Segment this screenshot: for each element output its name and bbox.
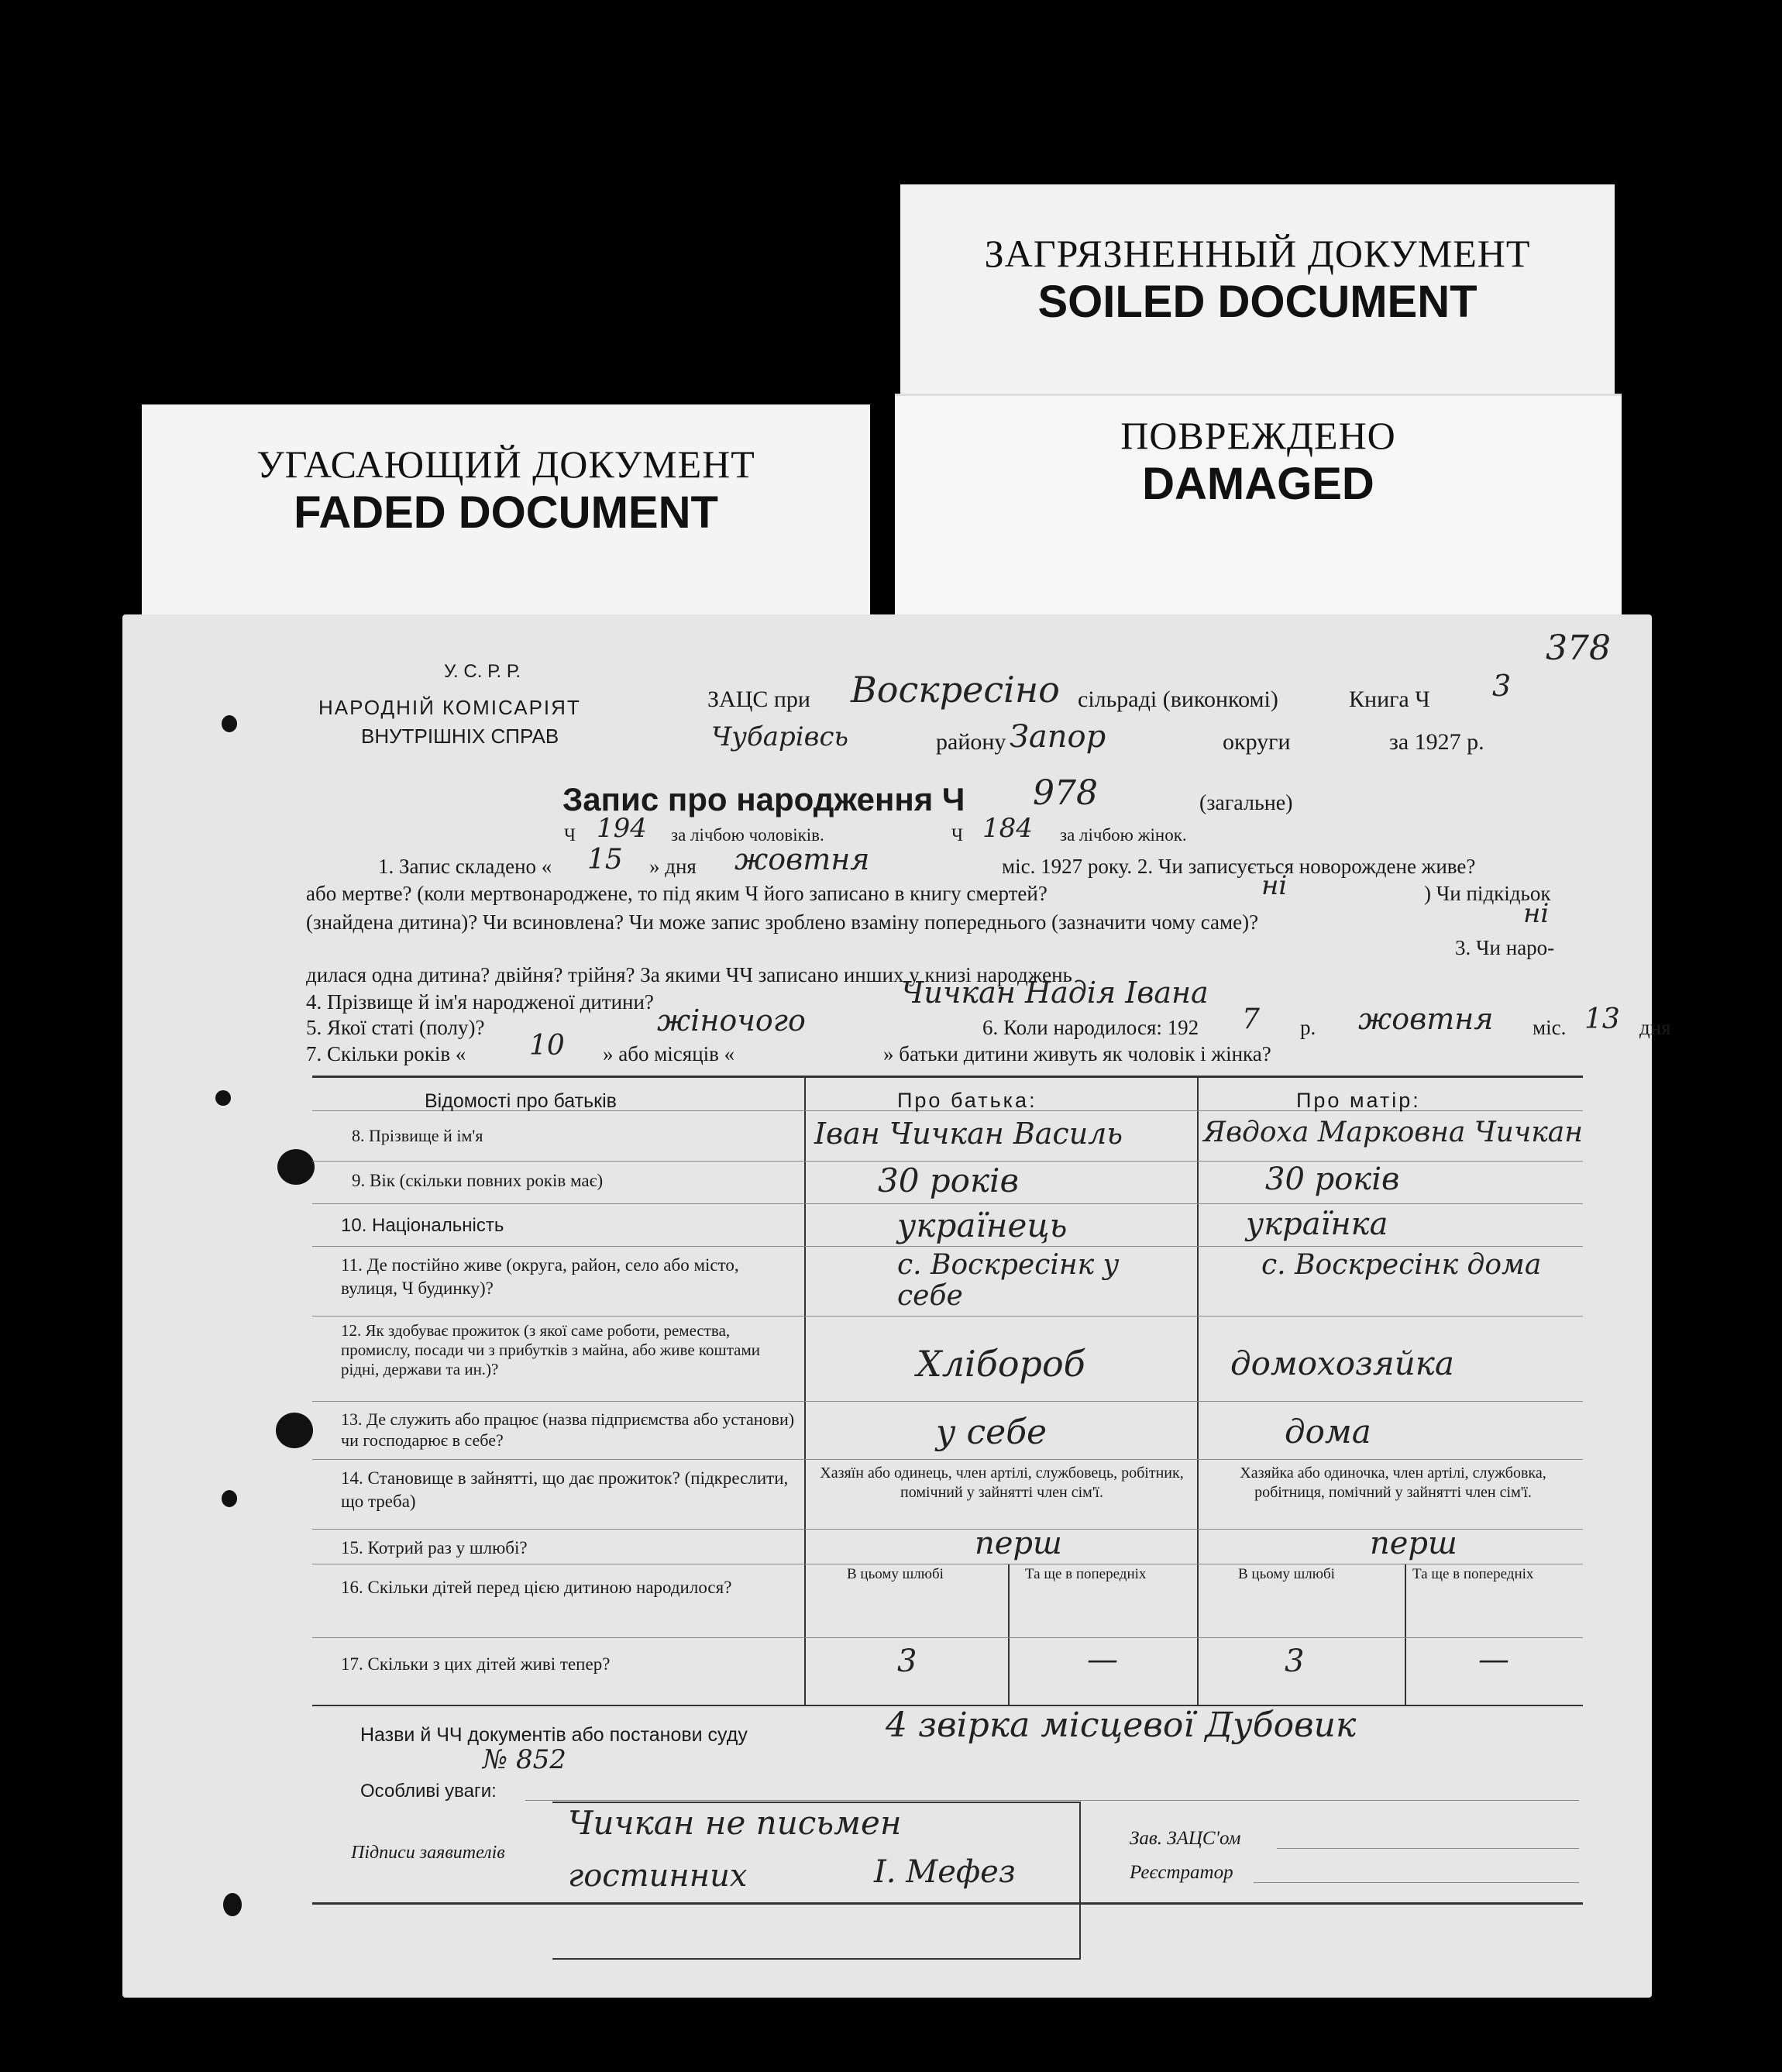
special-notes-label: Особливі уваги: [360,1781,497,1802]
punch-hole [223,1893,242,1916]
col-header-info: Відомості про батьків [425,1090,617,1112]
punch-hole [222,715,237,732]
row-9-mother: 30 років [1265,1162,1400,1197]
form-bottom-rule [312,1902,1583,1905]
q1-day: 15 [587,844,623,876]
punch-hole [276,1413,313,1448]
registrar-label: Реєстратор [1130,1862,1233,1883]
q6-day: 13 [1584,1003,1620,1035]
row-11-mother: с. Воскресінк дома [1261,1249,1542,1281]
record-number: 978 [1033,773,1098,813]
q6-mis: міс. [1533,1016,1567,1039]
table-row-rule [312,1316,1583,1317]
row-14-father: Хазяїн або одинець, член артілі, службовець, робітник, помічний у зайнятті член сім'ї. [820,1465,1184,1501]
row-9-father: 30 років [878,1162,1019,1199]
book-number: 3 [1492,669,1512,703]
q7-mid: » або місяців « [603,1042,735,1065]
count-male-prefix: Ч [564,825,576,845]
ussr-header: У. С. Р. Р. [444,661,521,682]
signature-3: І. Мефез [874,1854,1016,1890]
table-top-rule [312,1076,1583,1078]
q7-suffix: » батьки дитини живуть як чоловік і жінка? [883,1042,1271,1065]
zags-at-label: ЗАЦС при [707,687,810,712]
row-12-father: Хлібороб [917,1343,1085,1385]
registrar-line [1254,1882,1579,1883]
count-female-prefix: Ч [951,825,963,845]
row-16-mother-sub1: В цьому шлюбі [1238,1566,1335,1582]
damaged-label-ru: ПОВРЕЖДЕНО [1120,414,1396,457]
zags-village: Воскресіно [851,669,1060,711]
count-female-label: за лічбою жінок. [1060,825,1187,845]
row-10-mother: українка [1246,1206,1388,1242]
punch-hole [222,1490,237,1507]
row-16-mother-sub2: Та ще в попередніх [1412,1566,1534,1582]
commissariat-line-1: НАРОДНІЙ КОМІСАРІЯТ [318,696,581,719]
table-row-rule [312,1637,1583,1638]
q2-answer-2: ні [1523,898,1550,929]
row-8-father: Іван Чичкан Василь [814,1117,1123,1151]
faded-label-en: FADED DOCUMENT [294,487,718,538]
count-female: 184 [982,813,1033,844]
signature-2: гостинних [568,1858,748,1894]
table-row-rule [312,1246,1583,1247]
q2-answer: ні [1261,870,1288,901]
punch-hole [277,1149,315,1185]
table-row-rule [312,1401,1583,1402]
q2-adoption: (знайдена дитина)? Чи всиновлена? Чи може запис зроблено взаміну попереднього (зазначити чому саме)? [306,910,1259,934]
soiled-label-en: SOILED DOCUMENT [1037,277,1478,327]
row-13-mother: дома [1285,1413,1371,1451]
district-label: району [936,729,1006,755]
q3-line: дилася одна дитина? двійня? трійня? За якими ЧЧ записано инших у книзі народжень [306,963,1072,986]
q6-dnya: дня [1639,1016,1671,1039]
signature-1: Чичкан не письмен [568,1804,902,1842]
page-number: 378 [1546,628,1611,668]
table-row-rule [312,1203,1583,1204]
row-17-father: 3 [897,1643,917,1679]
q7-years: 10 [529,1030,565,1062]
damaged-label-en: DAMAGED [1142,459,1374,509]
q4-answer: Чичкан Надія Івана [901,976,1209,1010]
row-11-label: 11. Де постійно живе (округа, район, село або місто, вулиця, Ч будинку)? [341,1255,739,1298]
documents-label: Назви й ЧЧ документів або постанови суду [360,1724,748,1746]
faded-label-ru: УГАСАЮЩИЙ ДОКУМЕНТ [256,442,755,486]
table-row-rule [312,1459,1583,1460]
table-divider [1405,1564,1406,1705]
row-8-label: 8. Прізвище й ім'я [352,1126,483,1145]
row-15-father: перш [975,1526,1062,1561]
row-14-label: 14. Становище в зайнятті, що дає прожиток? (підкреслити, що треба) [341,1468,789,1511]
row-17-label: 17. Скільки з цих дітей живі тепер? [341,1654,611,1674]
council-label: сільраді (виконкомі) [1078,687,1278,712]
okrug-label: округи [1223,729,1291,755]
row-16-father-sub1: В цьому шлюбі [847,1566,944,1582]
form-title: Запис про народження Ч [562,781,965,817]
row-13-father: у себе [936,1413,1048,1452]
row-9-label: 9. Вік (скільки повних років має) [352,1171,604,1190]
row-16-father-sub2: Та ще в попередніх [1025,1566,1147,1582]
q5-answer: жіночого [657,1003,806,1038]
q7-prefix: 7. Скільки років « [306,1042,466,1065]
documents-answer-2: № 852 [483,1744,566,1775]
documents-answer: 4 звірка місцевої Дубовик [886,1705,1357,1745]
row-17-mother: 3 [1285,1643,1305,1679]
row-8-mother: Явдоха Марковна Чичкан [1203,1117,1583,1148]
soiled-label-ru: ЗАГРЯЗНЕННЫЙ ДОКУМЕНТ [984,232,1531,275]
count-male-label: за лічбою чоловіків. [671,825,824,845]
head-line [1277,1848,1579,1849]
row-12-mother: домохозяйка [1230,1344,1454,1382]
row-15-label: 15. Котрий раз у шлюбі? [341,1538,528,1557]
col-header-mother: Про матір: [1296,1089,1421,1112]
q6-year: 7 [1242,1003,1260,1035]
special-notes-line [525,1800,1579,1801]
commissariat-line-2: ВНУТРІШНІХ СПРАВ [361,725,559,748]
q5-label: 5. Якої статі (полу)? [306,1016,485,1039]
count-male: 194 [597,813,647,844]
q6-month: жовтня [1358,1002,1494,1036]
q3-label: 3. Чи наро- [1455,936,1555,959]
district-name: Чубарівсь [711,721,849,752]
row-12-label: 12. Як здобуває прожиток (з якої саме роботи, ремества, промислу, посади чи з прибутків з майна, або живе коштами рідні, держави та ин.)? [341,1321,760,1378]
q1-suffix: міс. 1927 року. 2. Чи записується новорождене живе? [1002,855,1476,878]
col-header-father: Про батька: [897,1089,1037,1112]
signatures-label: Підписи заявителів [351,1843,505,1863]
row-17-mother-prev: — [1478,1642,1509,1678]
table-divider [1008,1564,1010,1705]
general-label: (загальне) [1199,791,1293,815]
faded-document-label [142,404,870,621]
q1-month: жовтня [734,842,870,876]
q2-foundling: ) Чи підкідьок [1424,882,1551,905]
q4-label: 4. Прізвище й ім'я народженої дитини? [306,990,654,1014]
q6-r: р. [1300,1016,1316,1039]
soiled-document-label [900,184,1615,401]
year-label: за 1927 р. [1389,729,1484,755]
book-label: Книга Ч [1349,687,1430,712]
row-13-label: 13. Де служить або працює (назва підприємства або установи) чи господарює в себе? [341,1409,795,1450]
q1-prefix: 1. Запис складено « [378,855,552,878]
punch-hole [215,1090,231,1106]
head-label: Зав. ЗАЦС'ом [1130,1828,1241,1849]
q1-mid: » дня [649,855,697,878]
row-10-label: 10. Національність [341,1215,504,1236]
row-15-mother: перш [1370,1526,1457,1561]
row-14-mother: Хазяйка або одиночка, член артілі, службовка, робітниця, помічний у зайнятті член сім'ї. [1240,1465,1546,1501]
row-10-father: українець [897,1206,1068,1244]
table-divider [1197,1078,1199,1705]
birth-record-form [122,614,1671,1998]
q2-line: або мертве? (коли мертвонароджене, то під яким Ч його записано в книгу смертей? [306,882,1048,905]
damaged-document-label [895,394,1622,628]
okrug-name: Запор [1010,719,1106,755]
row-11-father: с. Воскресінк у себе [897,1249,1120,1312]
q6-label: 6. Коли народилося: 192 [982,1016,1199,1039]
row-17-father-prev: — [1087,1642,1118,1678]
table-divider [804,1078,806,1705]
row-16-label: 16. Скільки дітей перед цією дитиною народилося? [341,1578,732,1597]
